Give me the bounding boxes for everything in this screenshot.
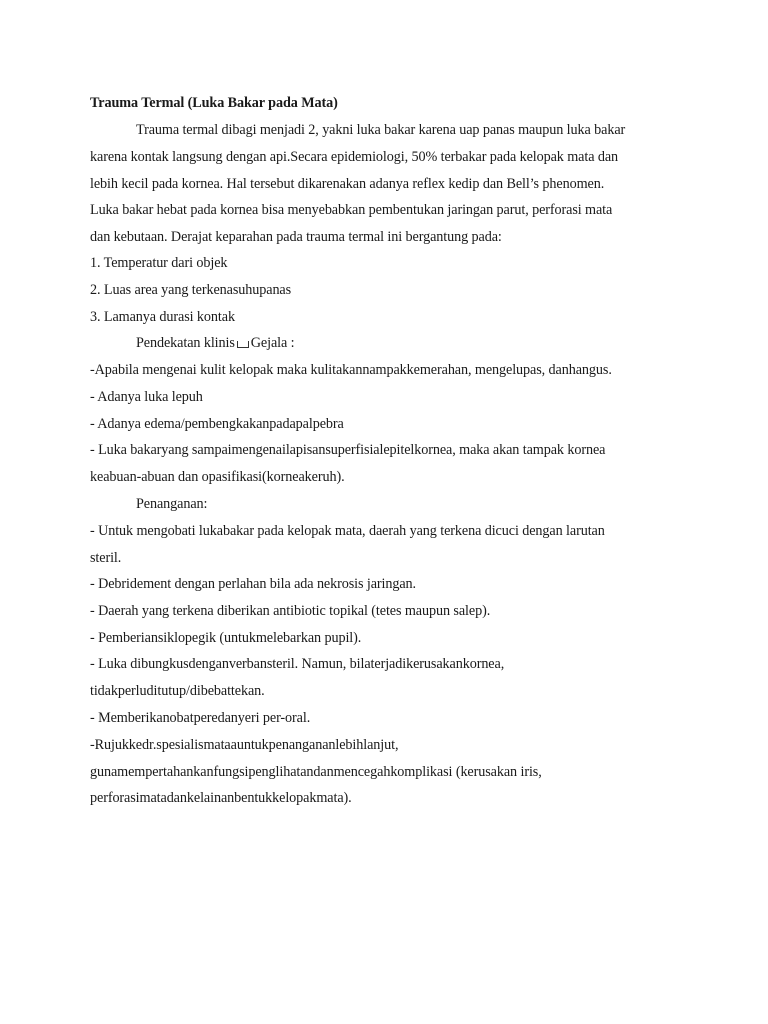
- paragraph-line: karena kontak langsung dengan api.Secara epidemiologi, 50% terbakar pada kelopak mata dan: [90, 149, 619, 165]
- document-title: Trauma Termal (Luka Bakar pada Mata): [90, 95, 338, 111]
- paragraph-line: lebih kecil pada kornea. Hal tersebut dikarenakan adanya reflex kedip dan Bell’s phenomen.: [90, 176, 605, 192]
- list-item: - Luka bakaryang sampaimengenailapisansuperfisialepitelkornea, maka akan tampak kornea: [90, 442, 606, 458]
- list-item: - Adanya luka lepuh: [90, 389, 203, 405]
- list-item: tidakperluditutup/dibebattekan.: [90, 683, 265, 699]
- list-item: -Rujukkedr.spesialismataauntukpenangananlebihlanjut,: [90, 737, 399, 753]
- list-item: - Untuk mengobati lukabakar pada kelopak mata, daerah yang terkena dicuci dengan larutan: [90, 523, 605, 539]
- list-item: 3. Lamanya durasi kontak: [90, 309, 235, 325]
- paragraph-line: Trauma termal dibagi menjadi 2, yakni luka bakar karena uap panas maupun luka bakar: [136, 122, 626, 138]
- list-item: gunamempertahankanfungsipenglihatandanmencegahkomplikasi (kerusakan iris,: [90, 764, 542, 780]
- paragraph-line: Luka bakar hebat pada kornea bisa menyebabkan pembentukan jaringan parut, perforasi mata: [90, 202, 613, 218]
- list-item: steril.: [90, 550, 122, 566]
- missing-glyph-icon: [237, 341, 249, 348]
- list-item: - Luka dibungkusdenganverbansteril. Namun, bilaterjadikerusakankornea,: [90, 656, 505, 672]
- list-item: 1. Temperatur dari objek: [90, 255, 228, 271]
- list-item: - Adanya edema/pembengkakanpadapalpebra: [90, 416, 344, 432]
- list-item: - Pemberiansiklopegik (untukmelebarkan pupil).: [90, 630, 362, 646]
- list-item: keabuan-abuan dan opasifikasi(korneakeruh).: [90, 469, 345, 485]
- paragraph-line: dan kebutaan. Derajat keparahan pada trauma termal ini bergantung pada:: [90, 229, 502, 245]
- list-item: - Daerah yang terkena diberikan antibiotic topikal (tetes maupun salep).: [90, 603, 491, 619]
- clinical-heading: [136, 334, 295, 352]
- list-item: 2. Luas area yang terkenasuhupanas: [90, 282, 292, 298]
- list-item: -Apabila mengenai kulit kelopak maka kulitakannampakkemerahan, mengelupas, danhangus.: [90, 362, 612, 378]
- list-item: - Memberikanobatperedanyeri per-oral.: [90, 710, 311, 726]
- list-item: perforasimatadankelainanbentukkelopakmata).: [90, 790, 352, 806]
- clinical-heading-right: Gejala :: [250, 335, 295, 351]
- clinical-heading-left: Pendekatan klinis: [136, 335, 235, 351]
- list-item: - Debridement dengan perlahan bila ada nekrosis jaringan.: [90, 576, 417, 592]
- treatment-heading: Penanganan:: [136, 496, 208, 512]
